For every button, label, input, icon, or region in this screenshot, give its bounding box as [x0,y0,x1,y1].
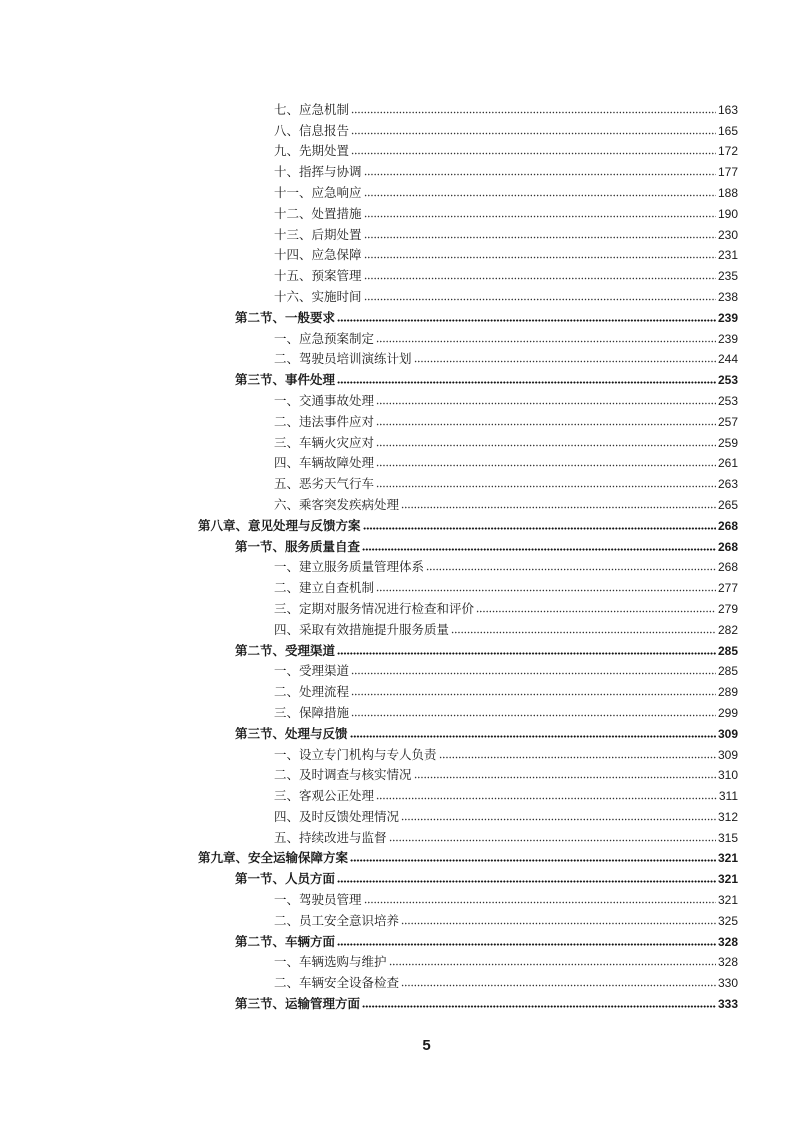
toc-subsection-entry[interactable] [198,118,738,139]
toc-subsection-entry[interactable] [198,555,738,576]
toc-entry-title: 四、采取有效措施提升服务质量 [274,621,450,637]
toc-subsection-entry[interactable] [198,783,738,804]
toc-subsection-entry[interactable] [198,492,738,513]
toc-entry-page: 253 [717,373,738,388]
dot-leader [364,162,716,176]
toc-entry-title: 第二节、一般要求 [235,309,336,325]
toc-entry-page: 238 [717,289,738,304]
toc-entry-title: 第八章、意见处理与反馈方案 [198,517,361,533]
toc-entry-title: 二、违法事件应对 [274,413,375,429]
toc-entry-page: 265 [717,497,738,512]
toc-entry-page: 321 [717,893,738,908]
toc-entry-title: 十二、处置措施 [274,205,362,221]
toc-subsection-entry[interactable] [198,471,738,492]
toc-section-entry[interactable] [198,367,738,388]
toc-entry-title: 十六、实施时间 [274,288,362,304]
dot-leader [364,890,716,904]
toc-subsection-entry[interactable] [198,409,738,430]
toc-entry-title: 十三、后期处置 [274,226,362,242]
dot-leader [364,266,716,280]
toc-entry-title: 十一、应急响应 [274,184,362,200]
dot-leader [439,745,716,759]
toc-entry-title: 四、及时反馈处理情况 [274,808,400,824]
toc-entry-page: 277 [717,581,738,596]
toc-entry-title: 三、定期对服务情况进行检查和评价 [274,600,475,616]
toc-entry-page: 259 [717,435,738,450]
toc-subsection-entry[interactable] [198,659,738,680]
toc-subsection-entry[interactable] [198,825,738,846]
dot-leader [414,765,716,779]
toc-entry-title: 一、受理渠道 [274,663,350,679]
toc-entry-title: 二、处理流程 [274,684,350,700]
toc-subsection-entry[interactable] [198,326,738,347]
dot-leader [364,287,716,301]
toc-entry-page: 261 [717,456,738,471]
toc-entry-title: 一、驾驶员管理 [274,892,362,908]
toc-section-entry[interactable] [198,866,738,887]
toc-entry-page: 309 [717,726,738,741]
toc-entry-page: 239 [717,331,738,346]
dot-leader [401,973,716,987]
toc-entry-title: 第二节、受理渠道 [235,642,336,658]
table-of-contents [198,97,738,1012]
toc-section-entry[interactable] [198,721,738,742]
dot-leader [337,932,716,946]
toc-entry-title: 三、车辆火灾应对 [274,434,375,450]
dot-leader [414,349,716,363]
dot-leader [364,225,716,239]
page-number: 5 [422,1037,431,1054]
dot-leader [389,952,716,966]
toc-subsection-entry[interactable] [198,617,738,638]
toc-entry-page: 310 [717,768,738,783]
dot-leader [364,183,716,197]
dot-leader [401,807,716,821]
dot-leader [376,453,716,467]
dot-leader [351,703,716,717]
toc-subsection-entry[interactable] [198,263,738,284]
dot-leader [376,578,716,592]
toc-subsection-entry[interactable] [198,451,738,472]
toc-subsection-entry[interactable] [198,159,738,180]
toc-entry-title: 第二节、车辆方面 [235,933,336,949]
toc-entry-page: 279 [717,601,738,616]
dot-leader [351,121,716,135]
toc-entry-title: 三、保障措施 [274,704,350,720]
toc-entry-page: 309 [717,747,738,762]
toc-entry-page: 163 [717,102,738,117]
dot-leader [426,557,716,571]
dot-leader [362,994,716,1008]
toc-entry-page: 190 [717,206,738,221]
toc-entry-page: 235 [717,269,738,284]
toc-entry-title: 第三节、运输管理方面 [235,996,361,1012]
toc-entry-page: 315 [717,830,738,845]
toc-entry-page: 231 [717,248,738,263]
toc-entry-page: 321 [717,851,738,866]
toc-entry-title: 第一节、服务质量自查 [235,538,361,554]
dot-leader [376,474,716,488]
toc-entry-title: 十、指挥与协调 [274,164,362,180]
toc-entry-title: 三、客观公正处理 [274,788,375,804]
toc-entry-page: 289 [717,685,738,700]
toc-subsection-entry[interactable] [198,887,738,908]
toc-entry-page: 177 [717,165,738,180]
dot-leader [337,370,716,384]
dot-leader [351,682,716,696]
toc-entry-page: 188 [717,185,738,200]
toc-entry-title: 四、车辆故障处理 [274,455,375,471]
toc-entry-title: 五、持续改进与监督 [274,829,387,845]
toc-entry-page: 257 [717,414,738,429]
toc-subsection-entry[interactable] [198,222,738,243]
toc-entry-page: 285 [717,643,738,658]
toc-subsection-entry[interactable] [198,575,738,596]
toc-subsection-entry[interactable] [198,243,738,264]
toc-entry-title: 第三节、处理与反馈 [235,725,348,741]
dot-leader [364,204,716,218]
toc-subsection-entry[interactable] [198,596,738,617]
toc-subsection-entry[interactable] [198,139,738,160]
toc-entry-title: 六、乘客突发疾病处理 [274,496,400,512]
toc-entry-title: 二、及时调查与核实情况 [274,767,412,783]
dot-leader [351,100,716,114]
toc-entry-page: 244 [717,352,738,367]
dot-leader [376,412,716,426]
toc-entry-title: 二、车辆安全设备检查 [274,975,400,991]
toc-entry-page: 299 [717,705,738,720]
toc-section-entry[interactable] [198,991,738,1012]
dot-leader [364,245,716,259]
toc-entry-title: 二、驾驶员培训演练计划 [274,351,412,367]
dot-leader [451,620,716,634]
toc-subsection-entry[interactable] [198,700,738,721]
toc-entry-title: 五、恶劣天气行车 [274,476,375,492]
toc-entry-title: 一、交通事故处理 [274,392,375,408]
toc-subsection-entry[interactable] [198,430,738,451]
toc-subsection-entry[interactable] [198,742,738,763]
toc-entry-page: 321 [717,872,738,887]
toc-entry-page: 172 [717,144,738,159]
toc-entry-title: 九、先期处置 [274,143,350,159]
toc-entry-title: 一、建立服务质量管理体系 [274,559,425,575]
toc-entry-title: 一、车辆选购与维护 [274,954,387,970]
dot-leader [401,911,716,925]
dot-leader [350,848,716,862]
toc-entry-page: 268 [717,560,738,575]
toc-subsection-entry[interactable] [198,347,738,368]
dot-leader [362,537,716,551]
toc-section-entry[interactable] [198,534,738,555]
toc-entry-title: 十四、应急保障 [274,247,362,263]
dot-leader [376,391,716,405]
toc-entry-page: 230 [717,227,738,242]
toc-entry-page: 268 [717,518,738,533]
toc-entry-page: 333 [717,997,738,1012]
toc-entry-page: 165 [717,123,738,138]
toc-entry-page: 285 [717,664,738,679]
toc-entry-page: 328 [717,955,738,970]
toc-subsection-entry[interactable] [198,908,738,929]
toc-section-entry[interactable] [198,638,738,659]
dot-leader [376,433,716,447]
dot-leader [376,329,716,343]
toc-entry-page: 330 [717,976,738,991]
toc-entry-title: 第三节、事件处理 [235,372,336,388]
dot-leader [337,308,716,322]
toc-entry-page: 328 [717,934,738,949]
toc-entry-page: 253 [717,393,738,408]
dot-leader [476,599,716,613]
toc-entry-title: 二、建立自查机制 [274,580,375,596]
dot-leader [351,141,716,155]
toc-entry-title: 第九章、安全运输保障方案 [198,850,349,866]
toc-entry-title: 第一节、人员方面 [235,871,336,887]
toc-subsection-entry[interactable] [198,804,738,825]
dot-leader [363,516,716,530]
toc-entry-title: 十五、预案管理 [274,268,362,284]
toc-entry-page: 282 [717,622,738,637]
toc-entry-title: 一、设立专门机构与专人负责 [274,746,437,762]
toc-subsection-entry[interactable] [198,180,738,201]
toc-entry-page: 239 [717,310,738,325]
toc-chapter-entry[interactable] [198,513,738,534]
toc-entry-page: 263 [717,477,738,492]
toc-section-entry[interactable] [198,305,738,326]
dot-leader [389,828,716,842]
dot-leader [337,869,716,883]
toc-subsection-entry[interactable] [198,284,738,305]
dot-leader [350,724,716,738]
toc-subsection-entry[interactable] [198,201,738,222]
dot-leader [337,641,716,655]
toc-subsection-entry[interactable] [198,970,738,991]
toc-subsection-entry[interactable] [198,763,738,784]
dot-leader [401,495,716,509]
toc-entry-title: 七、应急机制 [274,101,350,117]
dot-leader [376,786,717,800]
toc-subsection-entry[interactable] [198,97,738,118]
toc-entry-page: 268 [717,539,738,554]
dot-leader [351,661,716,675]
toc-entry-title: 一、应急预案制定 [274,330,375,346]
toc-entry-page: 311 [718,789,738,804]
toc-entry-page: 325 [717,913,738,928]
toc-chapter-entry[interactable] [198,846,738,867]
toc-subsection-entry[interactable] [198,950,738,971]
toc-subsection-entry[interactable] [198,388,738,409]
toc-section-entry[interactable] [198,929,738,950]
toc-entry-title: 二、员工安全意识培养 [274,912,400,928]
toc-entry-title: 八、信息报告 [274,122,350,138]
toc-entry-page: 312 [717,809,738,824]
toc-subsection-entry[interactable] [198,679,738,700]
